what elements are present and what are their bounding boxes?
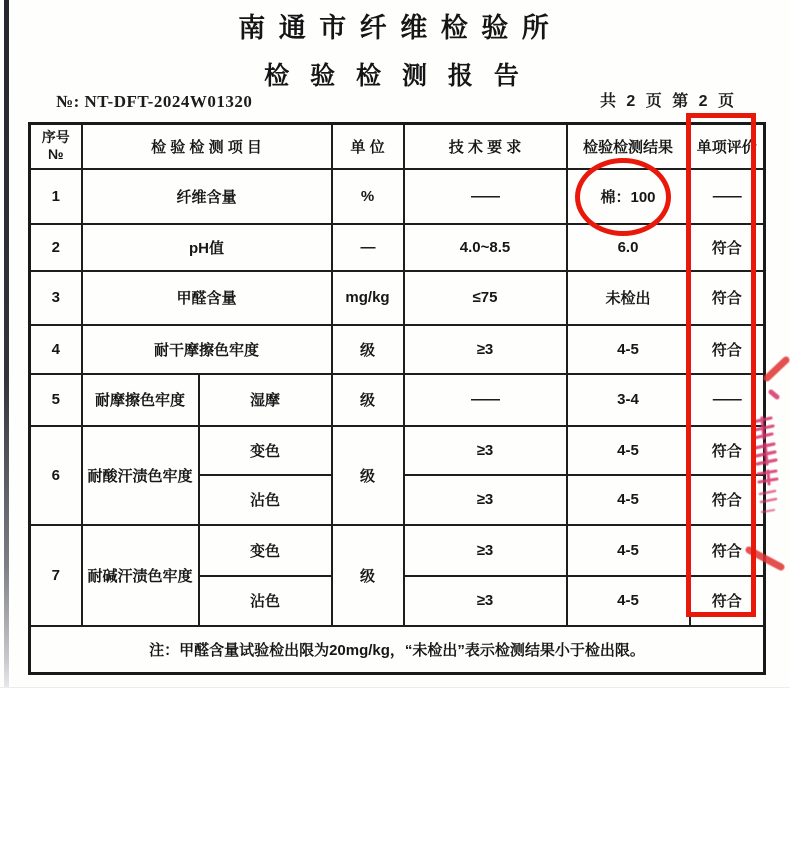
org-name: 南 通 市 纤 维 检 验 所 [238, 13, 552, 43]
page-bottom-margin [0, 687, 790, 841]
cell-requirement: 4.0~8.5 [404, 224, 567, 271]
cell-item: 耐酸汗渍色牢度 [82, 426, 199, 525]
report-number [56, 92, 252, 112]
table-row [30, 224, 765, 271]
cell-no: 1 [30, 169, 82, 224]
col-header-evaluation: 单项评价 [690, 124, 765, 169]
table-header-row [30, 124, 765, 169]
cell-subitem: 变色 [199, 426, 332, 475]
cell-subitem: 沾色 [199, 576, 332, 626]
cell-requirement: —— [404, 169, 567, 224]
cell-result: 4-5 [567, 426, 690, 475]
cell-result: 4-5 [567, 475, 690, 525]
cell-item: 耐干摩擦色牢度 [82, 325, 332, 374]
red-rectangle-annotation [686, 113, 756, 617]
table-note-row [30, 626, 765, 674]
cell-unit: 级 [332, 525, 404, 626]
cell-unit: % [332, 169, 404, 224]
col-header-no [30, 124, 82, 169]
cell-evaluation: —— [690, 169, 765, 224]
cell-requirement: ≥3 [404, 525, 567, 576]
cell-item: 耐摩擦色牢度 [82, 374, 199, 426]
cell-requirement: ≥3 [404, 576, 567, 626]
col-header-result: 检验检测结果 [567, 124, 690, 169]
red-circle-annotation [575, 158, 671, 236]
cell-result: 6.0 [567, 224, 690, 271]
cell-result: 未检出 [567, 271, 690, 325]
table-row [30, 525, 765, 576]
cell-evaluation: 符合 [690, 271, 765, 325]
cell-unit: mg/kg [332, 271, 404, 325]
cell-result-circled: 棉：100 [567, 169, 690, 224]
cell-evaluation: 符合 [690, 224, 765, 271]
cell-evaluation: 符合 [690, 426, 765, 475]
col-header-unit: 单 位 [332, 124, 404, 169]
cell-result: 3-4 [567, 374, 690, 426]
cell-no: 5 [30, 374, 82, 426]
cell-no: 6 [30, 426, 82, 525]
cell-item: 纤维含量 [82, 169, 332, 224]
cell-requirement: ≥3 [404, 325, 567, 374]
cell-no: 2 [30, 224, 82, 271]
cell-no: 3 [30, 271, 82, 325]
cell-unit: — [332, 224, 404, 271]
scan-edge-artifact [4, 0, 9, 688]
cell-item: 耐碱汗渍色牢度 [82, 525, 199, 626]
cell-evaluation: 符合 [690, 525, 765, 576]
cell-evaluation: 符合 [690, 576, 765, 626]
report-number-label: №: [56, 92, 80, 111]
col-header-item: 检 验 检 测 项 目 [82, 124, 332, 169]
cell-result: 4-5 [567, 325, 690, 374]
cell-requirement: —— [404, 374, 567, 426]
report-title: 检 验 检 测 报 告 [264, 62, 526, 90]
cell-no: 4 [30, 325, 82, 374]
table-row [30, 325, 765, 374]
cell-unit: 级 [332, 325, 404, 374]
col-header-requirement: 技 术 要 求 [404, 124, 567, 169]
cell-evaluation: 符合 [690, 475, 765, 525]
report-number-value: NT-DFT-2024W01320 [84, 92, 253, 111]
col-header-no-symbol: № [47, 146, 64, 163]
cell-evaluation: 符合 [690, 325, 765, 374]
table-row [30, 374, 765, 426]
cell-requirement: ≥3 [404, 475, 567, 525]
table-row [30, 271, 765, 325]
cell-requirement: ≥3 [404, 426, 567, 475]
cell-result: 4-5 [567, 525, 690, 576]
cell-evaluation: —— [690, 374, 765, 426]
cell-unit: 级 [332, 374, 404, 426]
cell-requirement: ≤75 [404, 271, 567, 325]
table-note: 注：甲醛含量试验检出限为20mg/kg，“未检出”表示检测结果小于检出限。 [30, 626, 765, 674]
cell-subitem: 变色 [199, 525, 332, 576]
cell-subitem: 湿摩 [199, 374, 332, 426]
cell-result: 4-5 [567, 576, 690, 626]
cell-item: 甲醛含量 [82, 271, 332, 325]
cell-item: pH值 [82, 224, 332, 271]
cell-no: 7 [30, 525, 82, 626]
cell-unit: 级 [332, 426, 404, 525]
cell-subitem: 沾色 [199, 475, 332, 525]
col-header-no-cn: 序号 [41, 129, 70, 146]
page-indicator: 共 2 页 第 2 页 [599, 93, 737, 110]
table-row [30, 426, 765, 475]
